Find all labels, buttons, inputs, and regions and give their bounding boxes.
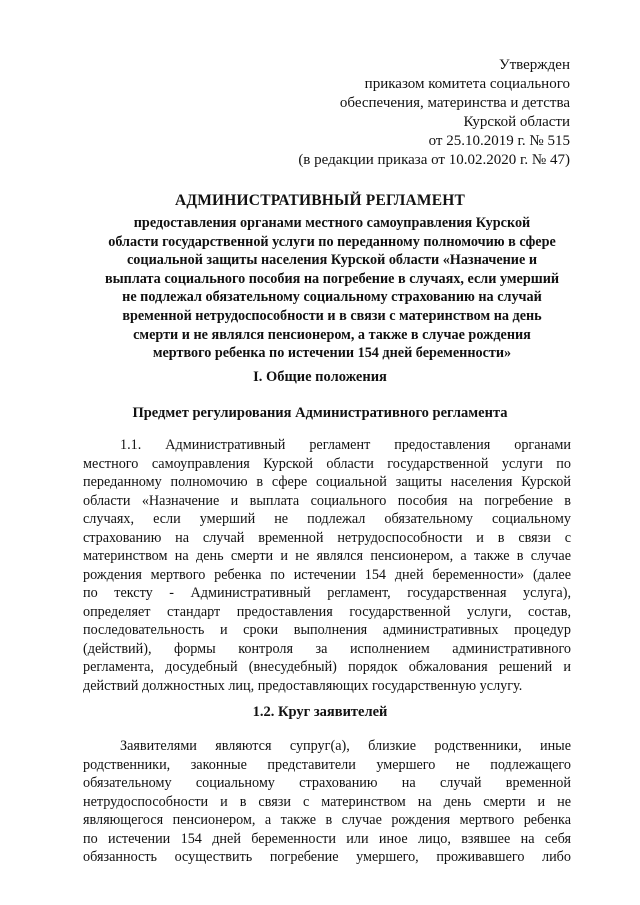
subtitle-line: временной нетрудоспособности и в связи с материнством на день xyxy=(122,307,542,324)
subtitle-line: предоставления органами местного самоуправления Курской xyxy=(133,215,531,231)
subtitle-line: выплата социального пособия на погребение в случаях, если умерший xyxy=(104,270,560,287)
approval-line: Курской области xyxy=(463,114,570,130)
subtitle-line: области государственной услуги по переданному полномочию в сфере xyxy=(108,233,556,250)
paragraph-line: обязанность осуществить погребение умершего, проживавшего либо xyxy=(83,849,571,865)
subtitle-line: смерти и не являлся пенсионером, а также в случае рождения xyxy=(133,326,531,343)
paragraph-line: рождения мертвого ребенка по истечении 154 дней беременности» (далее xyxy=(83,566,571,583)
paragraph-1-2 xyxy=(83,737,571,867)
approval-line: (в редакции приказа от 10.02.2020 г. № 47) xyxy=(298,152,570,168)
document-subtitle xyxy=(92,214,572,363)
subtitle-line: не подлежал обязательному социальному страхованию на случай xyxy=(122,289,542,306)
section-heading: I. Общие положения xyxy=(253,369,387,385)
paragraph-line: последовательность и сроки выполнения административных процедур xyxy=(83,622,571,638)
paragraph-line: Заявителями являются супруг(а), близкие родственники, иные xyxy=(120,738,571,754)
paragraph-line: нетрудоспособности и в связи с материнством на день смерти и не xyxy=(83,793,571,810)
paragraph-line: определяет стандарт предоставления государственной услуги, состав, xyxy=(83,603,571,620)
approval-line: Утвержден xyxy=(498,57,570,73)
paragraph-line: по истечении 154 дней беременности или иное лицо, взявшее на себя xyxy=(83,830,571,847)
subtitle-line: мертвого ребенка по истечении 154 дней беременности» xyxy=(152,345,512,362)
paragraph-line: местного самоуправления Курской области государственной услуги по xyxy=(83,455,571,472)
paragraph-line: переданному полномочию в сфере социальной защиты населения Курской xyxy=(83,474,571,490)
paragraph-line: регламента, досудебный (внесудебный) порядок обжалования решений и xyxy=(83,659,571,675)
paragraph-line: (действий), формы контроля за исполнением административного xyxy=(83,640,571,657)
paragraph-line: обязательному социальному страхованию на случай временной xyxy=(83,775,571,791)
paragraph-1-1 xyxy=(83,436,571,695)
paragraph-line: материнством на день смерти и не являлся пенсионером, а также в случае xyxy=(83,548,571,564)
paragraph-line: являющегося пенсионером, а также в случае рождения мертвого ребенка xyxy=(83,812,571,828)
paragraph-line: области «Назначение и выплата социального пособия на погребение в xyxy=(83,492,571,509)
subtitle-line: социальной защиты населения Курской области «Назначение и xyxy=(127,252,537,269)
subsection-heading: Предмет регулирования Административного регламента xyxy=(132,405,508,421)
paragraph-line: родственники, законные представители умершего не подлежащего xyxy=(83,756,571,773)
paragraph-line: по тексту - Административный регламент, государственная услуга), xyxy=(83,585,571,601)
approval-stamp xyxy=(298,56,570,170)
document-title: АДМИНИСТРАТИВНЫЙ РЕГЛАМЕНТ xyxy=(174,192,466,209)
approval-line: от 25.10.2019 г. № 515 xyxy=(428,133,570,149)
subsection-heading: 1.2. Круг заявителей xyxy=(252,704,388,720)
paragraph-line: 1.1. Административный регламент предоставления органами xyxy=(120,437,571,453)
paragraph-line: случаях, если умерший не подлежал обязательному социальному xyxy=(83,511,571,527)
approval-line: приказом комитета социального xyxy=(364,76,570,92)
paragraph-line: действий должностных лиц, предоставляющих государственную услугу. xyxy=(83,677,523,694)
paragraph-line: страхованию на случай временной нетрудоспособности и в связи с xyxy=(83,529,571,546)
approval-line: обеспечения, материнства и детства xyxy=(339,95,570,111)
